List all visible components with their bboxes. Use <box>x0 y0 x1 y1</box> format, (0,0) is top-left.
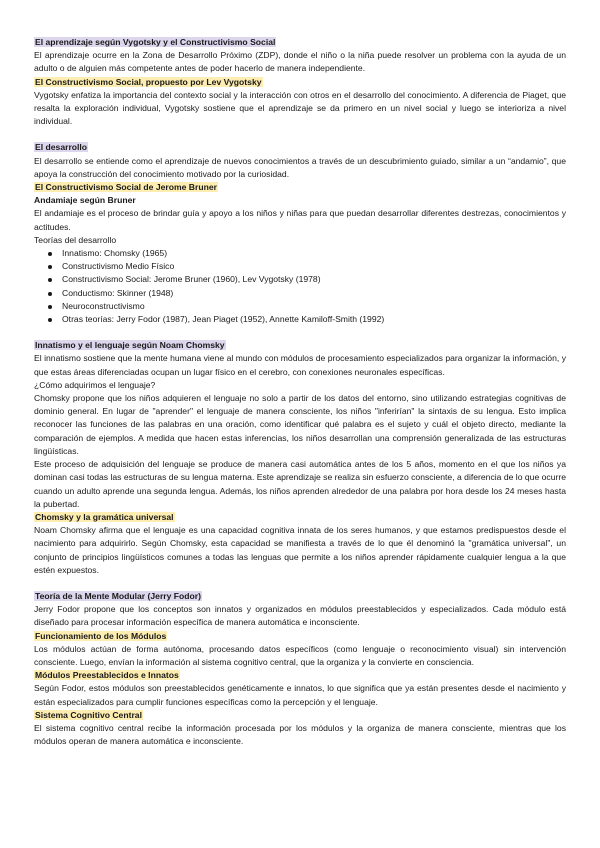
section-chomsky <box>34 339 566 577</box>
list-item: Innatismo: Chomsky (1965) <box>62 247 566 260</box>
paragraph: El desarrollo se entiende como el aprendizaje de nuevos conocimientos a través de un descubrimiento guiado, similar a un “andamio”, que apoya la construcción del conocimiento motivado por la curiosidad. <box>34 155 566 179</box>
list-item: Constructivismo Medio Físico <box>62 260 566 273</box>
list-item: Neuroconstructivismo <box>62 300 566 313</box>
paragraph: El sistema cognitivo central recibe la información procesada por los módulos y la organiza de manera consciente, mientras que los módulos operan de manera automática e inconsciente. <box>34 722 566 747</box>
paragraph: Jerry Fodor propone que los conceptos son innatos y organizados en módulos preestablecidos y especializados. Cada módulo está diseñado para procesar información específica de manera automática e inconsciente. <box>34 604 566 628</box>
paragraph: Vygotsky enfatiza la importancia del contexto social y la interacción con otros en el desarrollo del conocimiento. A diferencia de Piaget, que resalta la exploración individual, Vygotsky sostiene que el aprendizaje se da primero en un nivel social y luego se interioriza a nivel individual. <box>34 89 566 127</box>
section-title: El desarrollo <box>35 142 88 153</box>
section-vygotsky <box>34 36 566 128</box>
list-item: Otras teorías: Jerry Fodor (1987), Jean Piaget (1952), Annette Kamiloff-Smith (1992) <box>62 313 566 326</box>
subheading: Andamiaje según Bruner <box>34 195 136 206</box>
section-subtitle: Chomsky y la gramática universal <box>35 511 174 522</box>
section-subtitle: Módulos Preestablecidos e Innatos <box>35 670 179 681</box>
paragraph: El andamiaje es el proceso de brindar guía y apoyo a los niños y niñas para que puedan desarrollar diferentes destrezas, conocimientos y actitudes. <box>34 208 566 232</box>
section-title: El aprendizaje según Vygotsky y el Constructivismo Social <box>35 37 276 47</box>
list-item: Constructivismo Social: Jerome Bruner (1960), Lev Vygotsky (1978) <box>62 273 566 286</box>
paragraph: El aprendizaje ocurre en la Zona de Desarrollo Próximo (ZDP), donde el niño o la niña puede resolver un problema con la ayuda de un adulto o de alguien más competente antes de poder hacerlo de manera independiente. <box>34 50 566 74</box>
section-subtitle: El Constructivismo Social, propuesto por Lev Vygotsky <box>35 76 262 87</box>
question: ¿Cómo adquirimos el lenguaje? <box>34 379 156 390</box>
paragraph: Los módulos actúan de forma autónoma, procesando datos específicos (como lenguaje o reconocimiento visual) sin intervención consciente. Luego, envían la información al sistema cognitivo central, que la organiza y la convierte en consciencia. <box>34 643 566 667</box>
section-subtitle: Funcionamiento de los Módulos <box>35 630 167 641</box>
section-title: Teoría de la Mente Modular (Jerry Fodor) <box>35 590 202 601</box>
section-title: Innatismo y el lenguaje según Noam Chomsky <box>35 340 225 351</box>
paragraph: Chomsky propone que los niños adquieren el lenguaje no solo a partir de los datos del entorno, sino utilizando estrategias cognitivas de dominio general. En lugar de "aprender" el lenguaje de manera consciente, los niños "inferirían" la sintaxis de su lengua. Esto implica reconocer las funciones de las palabras en una oración, como identificar qué palabra es el sujeto y cuál el objeto directo, mediante la comparación de ejemplos. A medida que hacen estas inferencias, los niños desarrollan una comprensión generalizada de las estructuras lingüísticas. <box>34 393 566 456</box>
theories-label: Teorías del desarrollo <box>34 234 117 245</box>
list-item: Conductismo: Skinner (1948) <box>62 287 566 300</box>
section-subtitle: Sistema Cognitivo Central <box>35 709 142 720</box>
section-subtitle: El Constructivismo Social de Jerome Bruner <box>35 182 217 193</box>
section-fodor <box>34 590 566 748</box>
theories-list <box>34 247 566 326</box>
paragraph: Según Fodor, estos módulos son preestablecidos genéticamente e innatos, lo que significa que ya están presentes desde el nacimiento y están especializados para cumplir funciones específicas como la percepción y el lenguaje. <box>34 683 566 707</box>
section-desarrollo <box>34 141 566 326</box>
document-page <box>34 36 566 748</box>
paragraph: El innatismo sostiene que la mente humana viene al mundo con módulos de procesamiento especializados para organizar la información, y que estas áreas diferenciadas ocupan un lugar físico en el cerebro, con conexiones neuronales específicas. <box>34 353 566 377</box>
paragraph: Este proceso de adquisición del lenguaje se produce de manera casi automática antes de los 5 años, momento en el que los niños ya dominan casi todas las estructuras de su lengua materna. Este aprendizaje se realiza sin esfuerzo consciente, a diferencia de lo que ocurre cuando un adulto aprende una segunda lengua. Además, los niños aprenden alrededor de una palabra por hora desde los 24 meses hasta la pubertad. <box>34 459 566 509</box>
paragraph: Noam Chomsky afirma que el lenguaje es una capacidad cognitiva innata de los seres humanos, y que estamos predispuestos desde el nacimiento para adquirirlo. Según Chomsky, esta capacidad se manifiesta a través de lo que él denominó la "gramática universal", un conjunto de principios lingüísticos comunes a todas las lenguas que permite a los niños aprender rápidamente cualquier lengua a la que estén expuestos. <box>34 525 566 575</box>
